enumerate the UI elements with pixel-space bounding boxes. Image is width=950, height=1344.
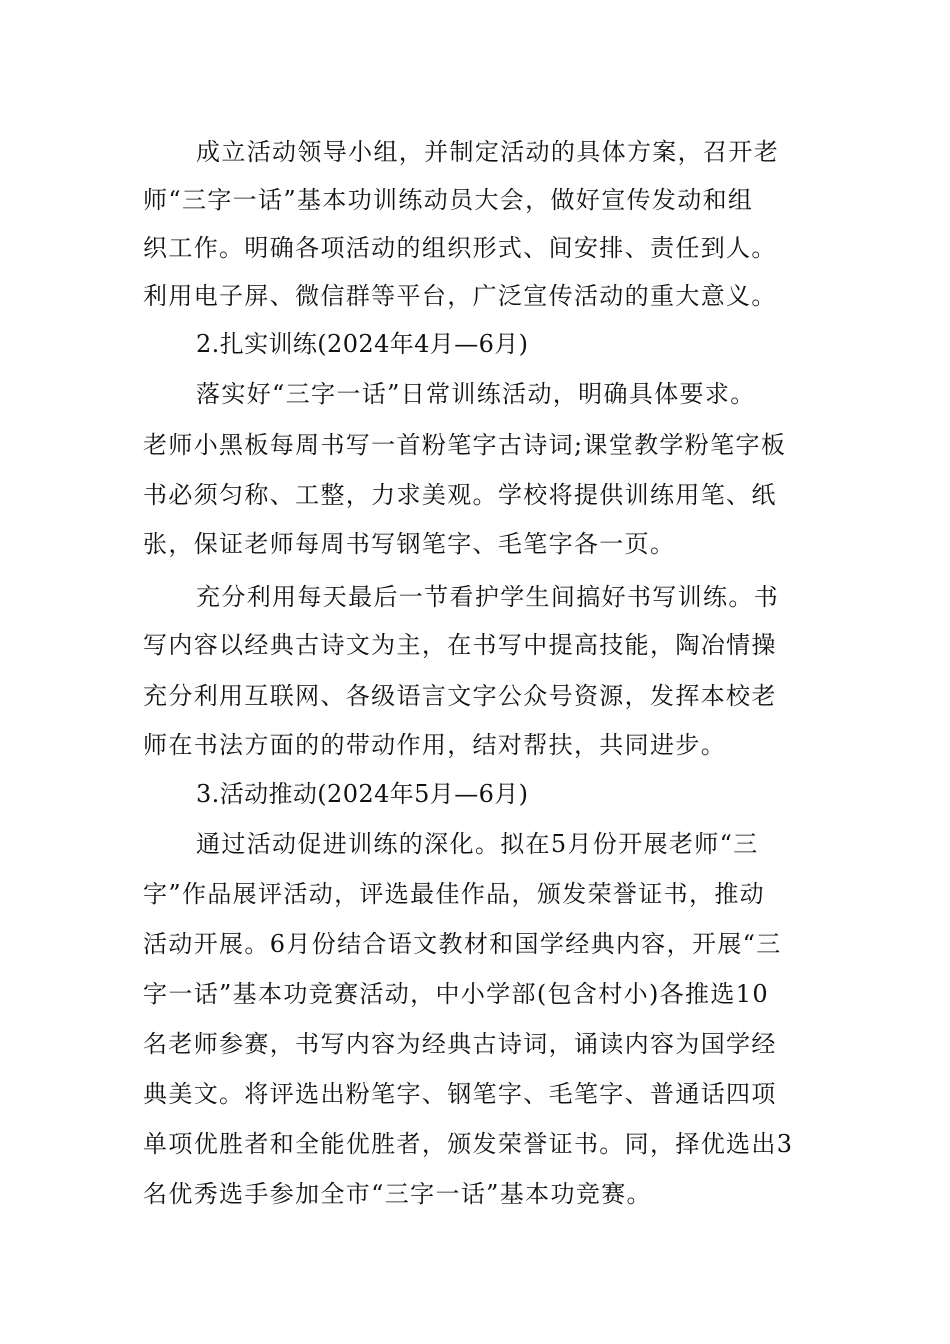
paragraph-line: 张，保证老师每周书写钢笔字、毛笔字各一页。 xyxy=(143,530,676,558)
section-heading: 2.扎实训练(2024年4月—6月) xyxy=(196,330,529,358)
paragraph-line: 字”作品展评活动，评选最佳作品，颁发荣誉证书，推动 xyxy=(143,880,766,908)
paragraph-line: 成立活动领导小组，并制定活动的具体方案，召开老 xyxy=(196,138,780,166)
paragraph-line: 典美文。将评选出粉笔字、钢笔字、毛笔字、普通话四项 xyxy=(143,1080,777,1108)
paragraph-line: 书必须匀称、工整，力求美观。学校将提供训练用笔、纸 xyxy=(143,481,777,509)
section-heading: 3.活动推动(2024年5月—6月) xyxy=(196,780,529,808)
paragraph-line: 织工作。明确各项活动的组织形式、间安排、责任到人。 xyxy=(143,234,777,262)
paragraph-line: 利用电子屏、微信群等平台，广泛宣传活动的重大意义。 xyxy=(143,282,777,310)
paragraph-line: 落实好“三字一话”日常训练活动，明确具体要求。 xyxy=(196,380,756,408)
paragraph-line: 写内容以经典古诗文为主，在书写中提高技能，陶冶情操 xyxy=(143,631,777,659)
paragraph-line: 老师小黑板每周书写一首粉笔字古诗词;课堂教学粉笔字板 xyxy=(143,431,787,459)
paragraph-line: 师“三字一话”基本功训练动员大会，做好宣传发动和组 xyxy=(143,186,754,214)
paragraph-line: 充分利用每天最后一节看护学生间搞好书写训练。书 xyxy=(196,583,780,611)
paragraph-line: 名老师参赛，书写内容为经典古诗词，诵读内容为国学经 xyxy=(143,1030,777,1058)
paragraph-line: 活动开展。6月份结合语文教材和国学经典内容，开展“三 xyxy=(143,930,782,958)
paragraph-line: 名优秀选手参加全市“三字一话”基本功竞赛。 xyxy=(143,1180,652,1208)
paragraph-line: 单项优胜者和全能优胜者，颁发荣誉证书。同，择优选出3 xyxy=(143,1130,794,1158)
paragraph-line: 师在书法方面的的带动作用，结对帮扶，共同进步。 xyxy=(143,731,727,759)
paragraph-line: 通过活动促进训练的深化。拟在5月份开展老师“三 xyxy=(196,830,759,858)
paragraph-line: 字一话”基本功竞赛活动，中小学部(包含村小)各推选10 xyxy=(143,980,769,1008)
paragraph-line: 充分利用互联网、各级语言文字公众号资源，发挥本校老 xyxy=(143,682,777,710)
